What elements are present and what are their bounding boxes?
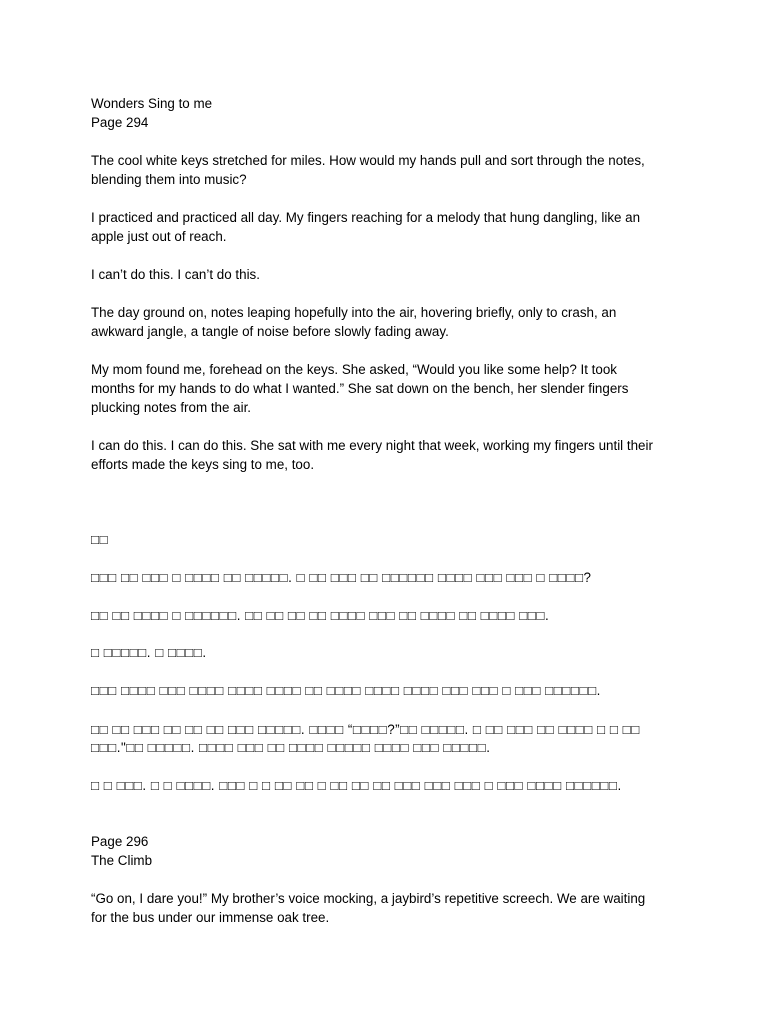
paragraph-line: I practiced and practiced all day. My fingers reaching for a melody that hung dangling, like an	[91, 210, 641, 225]
paragraph-line: blending them into music?	[91, 172, 247, 187]
paragraph-line: The cool white keys stretched for miles. How would my hands pull and sort through the notes,	[91, 153, 645, 168]
paragraph-line: The day ground on, notes leaping hopefully into the air, hovering briefly, only to crash, an	[91, 305, 617, 320]
paragraph-line: for the bus under our immense oak tree.	[91, 910, 330, 925]
paragraph-line: awkward jangle, a tangle of noise before slowly fading away.	[91, 324, 449, 339]
translation-line: □□□ □□ □□□ □ □□□□ □□ □□□□□. □ □□ □□□ □□ □□□□□□ □□□□ □□□ □□□ □ □□□□?	[91, 570, 592, 585]
translation-line: □□ □□ □□□□ □ □□□□□□. □□ □□ □□ □□ □□□□ □□□ □□ □□□□ □□ □□□□ □□□.	[91, 608, 550, 623]
paragraph-line: My mom found me, forehead on the keys. She asked, “Would you like some help? It took	[91, 362, 617, 377]
translation-line: □ □□□□□. □ □□□□.	[91, 645, 207, 660]
translation-line: □ □ □□□. □ □ □□□□. □□□ □ □ □□ □□ □ □□ □□ □□ □□□ □□□ □□□ □ □□□ □□□□ □□□□□□.	[91, 778, 622, 793]
page-number: Page 296	[91, 834, 149, 849]
translation-line: □□ □□ □□□ □□ □□ □□ □□□ □□□□□. □□□□ “□□□□?”□□ □□□□□. □ □□ □□□ □□ □□□□ □ □ □□	[91, 722, 640, 737]
translation-line: □□□."□□ □□□□□. □□□□ □□□ □□ □□□□ □□□□□ □□□□ □□□ □□□□□.	[91, 740, 491, 755]
translation-heading: □□	[91, 532, 109, 547]
paragraph-line: efforts made the keys sing to me, too.	[91, 457, 315, 472]
page-number: Page 294	[91, 115, 149, 130]
story-title: The Climb	[91, 853, 153, 868]
paragraph-line: “Go on, I dare you!” My brother’s voice mocking, a jaybird’s repetitive screech. We are waiting	[91, 891, 646, 906]
paragraph-line: I can do this. I can do this. She sat with me every night that week, working my fingers until their	[91, 438, 653, 453]
story-title: Wonders Sing to me	[91, 96, 213, 111]
paragraph-line: I can’t do this. I can’t do this.	[91, 267, 260, 282]
paragraph-line: apple just out of reach.	[91, 229, 227, 244]
paragraph-line: months for my hands to do what I wanted.” She sat down on the bench, her slender fingers	[91, 381, 629, 396]
translation-line: □□□ □□□□ □□□ □□□□ □□□□ □□□□ □□ □□□□ □□□□ □□□□ □□□ □□□ □ □□□ □□□□□□.	[91, 683, 601, 698]
paragraph-line: plucking notes from the air.	[91, 400, 252, 415]
